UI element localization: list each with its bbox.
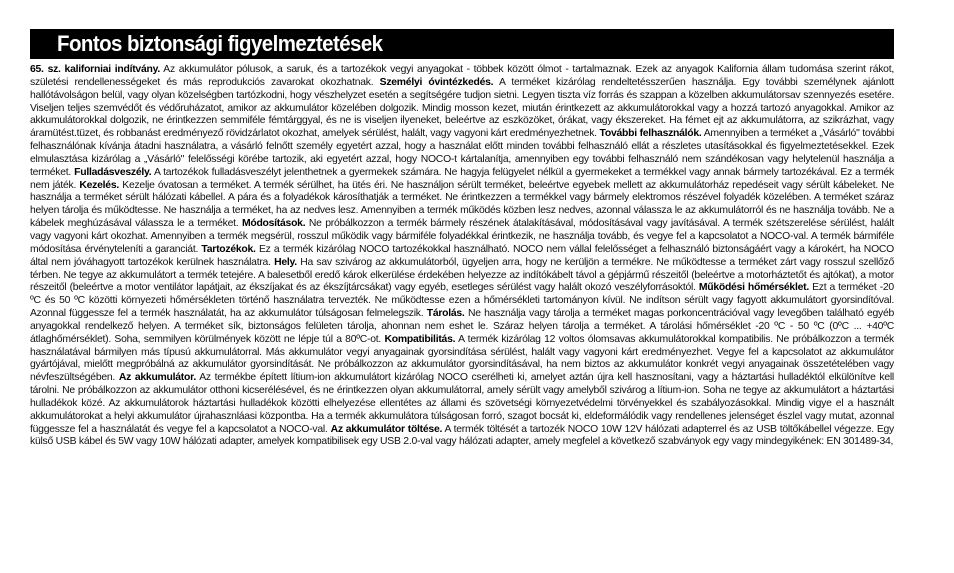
section-heading-accessories: Tartozékok. [201,243,256,255]
heading-bar [30,29,894,59]
section-heading-personal-precautions: Személyi óvintézkedés. [379,76,494,88]
section-text-compatibility: A termék kizárólag 12 voltos ólomsavas akkumulátorokkal kompatibilis. Ne próbálkozzon a termék használatával bármilyen más típusú akkumulátorral. Más akkumulátor vegyi anyagainak gyorsindítása sérülést, halált vagy vagyoni kárt eredményezhet. Vegye fel a kapcsolatot az akkumulátor gyártójával, mielőtt megpróbálná az akkumulátor gyorsindítását. Ne próbálkozzon az akkumulátor gyorsindításával, ha nem biztos az akkumulátor konkrét vegyi anyagainak összetételében vagy névfeszültségében. [30,333,894,384]
section-text-handling: Kezelje óvatosan a terméket. A termék sérülhet, ha ütés éri. Ne használjon sérült terméket, beleértve egyebek mellett az akkumulátorház repedéseit vagy sérült kábeleket. Ne használja a terméket sérült hálózati kábellel. A pára és a folyadékok károsíthatják a terméket. Ne érintkezzen a termékkel vagy bármely elektromos részével folyadék közelében. A terméket száraz helyen tárolja és működtesse. Ne használja a terméket, ha az nedves lesz. Amennyiben a termék működés közben lesz nedves, azonnal válassza le az akkumulátorról és ne használja tovább. Ne a kábelek meghúzásával válassza le a terméket. [30,179,895,230]
document-page [30,29,894,460]
section-text-additional-users: Amennyiben a terméket a „Vásárló" további felhasználónak kívánja átadni használatra, a vásárló felnőtt személy egyetért azzal, hogy a használat előtt minden további felhasználó ellát a részletes utasításokkal és figyelmeztetésekkel. Ezek elmulasztása kizárólag a „Vásárló" felelősségi körébe tartozik, aki egyetért azzal, hogy NOCO-t kártalanítja, amennyiben egy további felhasználó nem szándékosan vagy helytelenül használja a terméket. [30,128,894,178]
section-heading-additional-users: További felhasználók. [599,128,702,140]
section-text-personal-precautions: A terméket kizárólag rendeltetésszerűen használja. Egy további személynek ajánlott hallótávolságon belül, vagy olyan közelségben tartózkodni, hogy vészhelyzet esetén a segítségére tudjon sietni. Legyen tiszta víz forrás és szappan a közelben akkumulátorsav szennyezés esetére. Viseljen teljes szemvédőt és védőruházatot, amikor az akkumulátor közelében dolgozik. Mindig mosson kezet, miután érintkezett az akkumulátorokkal vagy a hozzá tartozó anyagokkal. Amikor az akkumulátorokkal dolgozik, ne érintkezzen semmiféle fémtárggyal, és ne is viseljen ilyeneket, beleértve az eszközöket, órákat, vagy ékszereket. Ha fémet ejt az akkumulátorra, az szikrázhat, vagy áramütést.tüzet, és robbanást eredményező rövidzárlatot okozhat, amelyek sérülést, halált, vagy vagyoni kárt eredményezhetnek. [30,76,894,140]
section-text-location: Ha sav szivárog az akkumulátorból, ügyeljen arra, hogy ne kerüljön a termékre. Ne működtesse a terméket zárt vagy rosszul szellőző térben. Ne tegye az akkumulátort a termék tetejére. A balesetből eredő károk elkerülése érdekében helyezze az indítókábelt távol a gépjármű részeitől (beleértve a motorháztetőt és ajtókat), a motor részeitől (beleértve a motor ventilátor lapátjait, az ékszíjakat és az ékszíjtárcsákat) vagy egyéb, esetleges sérülést vagy halált okozó veszélyforrásoktól. [30,256,895,294]
section-heading-handling: Kezelés. [79,179,119,191]
section-heading-operating-temperature: Működési hőmérséklet. [698,282,809,294]
safety-warnings-body [30,64,894,449]
section-heading-location: Hely. [274,256,297,268]
section-text-accessories: Ez a termék kizárólag NOCO tartozékokkal használható. NOCO nem vállal felelősséget a felhasználó biztonságáért vagy a károkért, ha NOCO által nem jóváhagyott tartozékok kerülnek használatra. [30,243,894,268]
section-text-operating-temperature: Ezt a terméket -20 ºC és 50 ºC közötti környezeti hőmérsékleten történő használatra tervezték. Ne működtesse ezen a hőmérsékleti tartományon kívül. Ne indítson sérült vagy fagyott akkumulátort gyorsindítóval. Azonnal függessze fel a termék használatát, ha az akkumulátor túlságosan felmelegszik. [30,282,894,320]
section-heading-battery: Az akkumulátor. [118,372,196,384]
page-title: Fontos biztonsági figyelmeztetések [57,31,383,56]
section-heading-compatibility: Kompatibilitás. [384,333,456,345]
section-heading-battery-charging: Az akkumulátor töltése. [330,423,443,435]
section-heading-modifications: Módosítások. [241,218,306,230]
section-text-prop65: Az akkumulátor pólusok, a saruk, és a tartozékok vegyi anyagokat - többek között ólmot - tartalmaznak. Ezek az anyagok Kalifornia állam tudomása szerint rákot, születési rendellenességeket és más reprodukciós zavarokat okozhatnak. [30,64,894,88]
section-heading-storage: Tárolás. [426,308,465,320]
section-heading-choking-hazard: Fulladásveszély. [74,166,152,178]
section-text-storage: Ne használja vagy tárolja a terméket magas porkoncentrációval vagy levegőben található egyéb anyagokkal rendelkező helyen. A terméket sík, biztonságos felületen tárolja, ahonnan nem eshet le. Száraz helyen tárolja a terméket. A tárolási hőmérséklet -20 ºC - 50 ºC (0ºC ... +40ºC átlaghőmérséklet). Soha, semmilyen körülmények között ne lépje túl a 80ºC-ot. [30,308,895,345]
section-heading-prop65: 65. sz. kaliforniai indítvány. [30,64,160,75]
section-text-choking-hazard: A tartozékok fulladásveszélyt jelenthetnek a gyermekek számára. Ne hagyja felügyelet nélkül a gyermekeket a termékkel vagy annak bármely tartozékával. Ez a termék nem játék. [30,166,894,191]
section-text-battery-charging: A termék töltését a tartozék NOCO 10W 12V hálózati adapterrel és az USB töltőkábellel végezze. Egy külső USB kábel és 5W vagy 10W hálózati adapter, amelyek kompatibilisek egy USB 2.0-val vagy hálózati adapter, amely megfelel a következő szabványok egy vagy mindegyikének: EN 301489-34, [30,423,895,448]
section-text-modifications: Ne próbálkozzon a termék bármely részének átalakításával, módosításával vagy javításával. A termék szétszerelése sérülést, halált vagy vagyoni kárt okozhat. Amennyiben a termék megsérül, rosszul működik vagy bármiféle folyadékkal érintkezik, ne használja tovább, és vegye fel a kapcsolatot a NOCO-val. A termék bármiféle módosítása érvényteleníti a garanciát. [30,218,894,255]
section-text-battery: Az termékbe épített lítium-ion akkumulátort kizárólag NOCO cserélheti ki, amelyet aztán újra kell hasznosítani, vagy a háztartási hulladéktól elkülönítve kell tárolni. Ne próbálkozzon az akkumulátor otthoni kicserélésével, és ne érintkezzen olyan akkumulátorral, amely sérült vagy amelyből szivárog a lítium-ion. Soha ne tegye az akkumulátort a háztartási hulladékok közé. Az akkumulátorok háztartási hulladékok közötti elhelyezése ellentétes az állami és szövetségi környezetvédelmi törvényekkel és szabályozásokkal. Mindig vigye el a használt akkumulátorokat a helyi akkumulátor újrahasznláasi központba. Ha a termék akkumulátora túlságosan forró, szagot bocsát ki, eldeformálódik vagy rendellenes jelenséget észlel vagy mutat, azonnal függessze fel a használatát és vegye fel a kapcsolatot a NOCO-val. [30,372,894,435]
